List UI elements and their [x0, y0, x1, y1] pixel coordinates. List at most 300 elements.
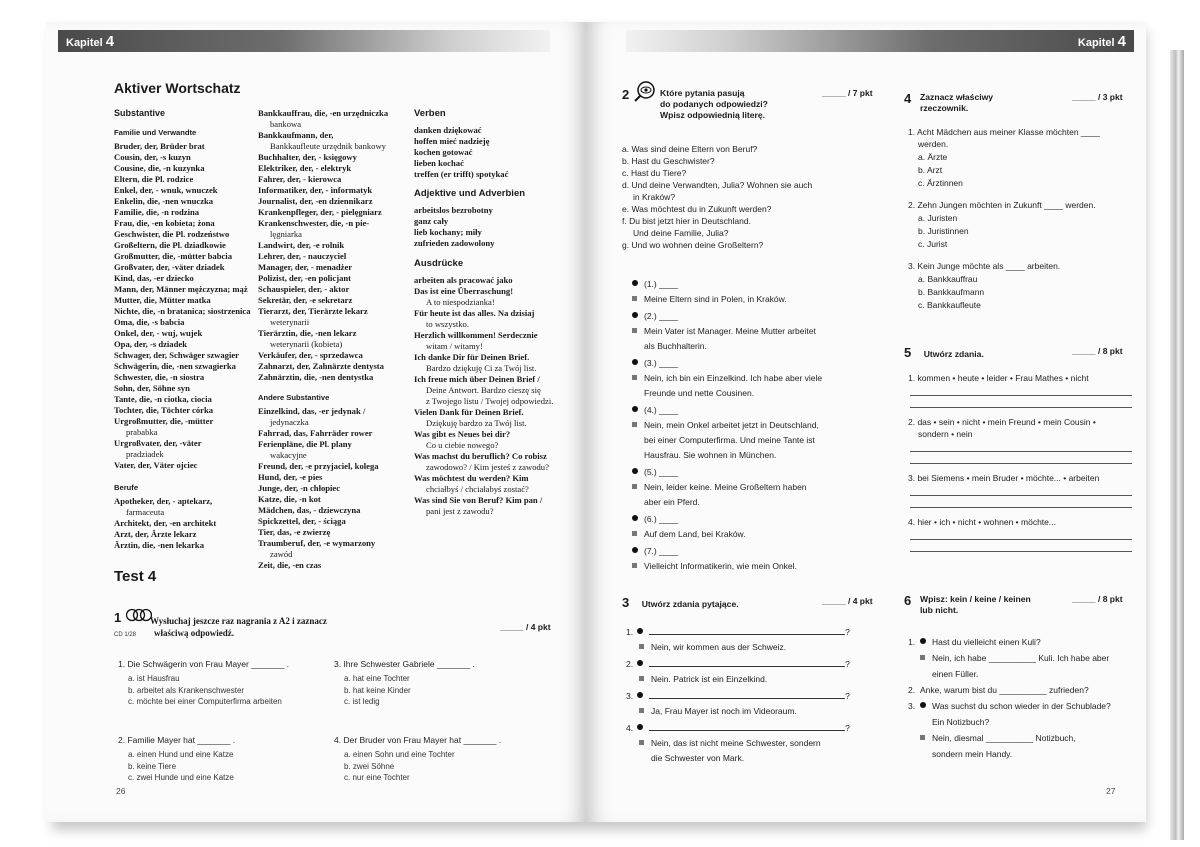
vocab-entry: lieb kochany; miły: [414, 227, 482, 237]
question-mark: ?: [845, 723, 850, 733]
points-field: _____ / 8 pkt: [1072, 594, 1123, 604]
dialog-question[interactable]: [632, 466, 872, 478]
answer-option[interactable]: c. Bankkaufleute: [918, 300, 981, 310]
vocab-entry: arbeitslos bezrobotny: [414, 205, 493, 215]
task-4-item: [908, 199, 1134, 250]
task-6-line: [908, 716, 1134, 728]
answer-text: bei einer Computerfirma. Und meine Tante ist: [644, 435, 815, 445]
dialog-item: [632, 404, 872, 461]
page-number: 26: [116, 786, 126, 796]
task-4-items: [908, 126, 1134, 321]
write-line[interactable]: [910, 452, 1132, 464]
task-5-item: [908, 472, 1132, 508]
question-option: f. Du bist jetzt hier in Deutschland.: [622, 216, 751, 226]
vocab-entry: Zahnärztin, die, -nen dentystka: [258, 372, 374, 382]
speaker-square-icon: [920, 735, 925, 740]
item-number: 1.: [626, 627, 634, 637]
speaker-dot-icon: [632, 547, 638, 553]
write-line[interactable]: [910, 384, 1132, 396]
task-6-line: [908, 668, 1134, 680]
answer-text: Meine Eltern sind in Polen, in Kraków.: [644, 294, 787, 304]
cd-icon: [126, 608, 152, 622]
task-3-item: [626, 722, 866, 764]
vocab-entry: Kind, das, -er dziecko: [114, 273, 194, 283]
vocab-entry: Vielen Dank für Deinen Brief.: [414, 407, 524, 417]
vocab-entry: Großeltern, die Pl. dziadkowie: [114, 240, 226, 250]
vocab-column-2: [258, 108, 414, 571]
write-line[interactable]: [910, 396, 1132, 408]
vocab-entry: zawód: [270, 549, 293, 559]
answer-text: Vielleicht Informatikerin, wie mein Onkel.: [644, 561, 797, 571]
task-number: 3: [622, 595, 630, 610]
vocab-entry: Großvater, der, -väter dziadek: [114, 262, 225, 272]
vocab-entry: pradziadek: [126, 449, 164, 459]
vocab-entry: weterynarii (kobieta): [270, 339, 343, 349]
vocab-entry: Cousine, die, -n kuzynka: [114, 163, 205, 173]
sentence-text: Was suchst du schon wieder in der Schublade?: [932, 701, 1111, 711]
dialog-answer: [632, 496, 872, 508]
answer-text: Nein, das ist nicht meine Schwester, sondern: [651, 738, 821, 748]
dialog-question[interactable]: [632, 545, 872, 557]
section-heading: Ausdrücke: [414, 258, 464, 269]
vocab-entry: Krankenpfleger, der, - pielęgniarz: [258, 207, 382, 217]
question-stem: 2. Familie Mayer hat _______ .: [118, 735, 236, 745]
question-mark: ?: [845, 691, 850, 701]
vocab-entry: Spickzettel, der, - ściąga: [258, 516, 346, 526]
speaker-dot-icon: [632, 359, 638, 365]
vocab-entry: Geschwister, die Pl. rodzeństwo: [114, 229, 230, 239]
write-line[interactable]: [910, 496, 1132, 508]
vocab-entry: Tierärztin, die, -nen lekarz: [258, 328, 357, 338]
vocab-entry: Familie, die, -n rodzina: [114, 207, 200, 217]
vocab-entry: Freund, der, -e przyjaciel, kolega: [258, 461, 379, 471]
answer-line: [626, 737, 866, 749]
vocab-entry: witam / witamy!: [426, 341, 483, 351]
vocab-entry: zawodowo? / Kim jesteś z zawodu?: [426, 462, 549, 472]
vocab-entry: z Twojego listu / Twojej odpowiedzi.: [426, 396, 554, 406]
sentence-text: sondern mein Handy.: [932, 749, 1013, 759]
subsection-heading: Andere Substantive: [258, 393, 330, 402]
item-number: 2.: [908, 685, 916, 695]
dialog-item: [632, 278, 872, 305]
write-line[interactable]: [910, 484, 1132, 496]
answer-text: die Schwester von Mark.: [651, 753, 745, 763]
question-option: c. Hast du Tiere?: [622, 168, 687, 178]
task-instruction: Utwórz zdania.: [923, 349, 984, 359]
task-5: [904, 344, 1130, 362]
answer-text: Nein. Patrick ist ein Einzelkind.: [651, 674, 768, 684]
task-3-item: [626, 690, 866, 717]
vocab-entry: Sohn, der, Söhne syn: [114, 383, 190, 393]
answer-option: a. einen Hund und eine Katze: [128, 750, 234, 759]
vocab-entry: hoffen mieć nadzieję: [414, 136, 490, 146]
vocab-entry: zufrieden zadowolony: [414, 238, 495, 248]
write-line[interactable]: [910, 540, 1132, 552]
vocab-entry: Was möchtest du werden? Kim: [414, 473, 529, 483]
answer-slot: (1.) ____: [644, 279, 679, 289]
test-title: Test 4: [114, 568, 157, 585]
answer-option[interactable]: b. Bankkaufmann: [918, 287, 985, 297]
task-instruction: Wpisz: kein / keine / keinen: [920, 594, 1031, 604]
vocab-entry: Lehrer, der, - nauczyciel: [258, 251, 347, 261]
answer-text: Hausfrau. Sie wohnen in München.: [644, 450, 777, 460]
question-input-line[interactable]: [626, 690, 866, 702]
chapter-label: Kapitel 4: [1077, 32, 1126, 50]
item-number: 1.: [908, 637, 916, 647]
section-heading: Verben: [414, 108, 446, 119]
answer-option[interactable]: a. Ärzte: [918, 152, 948, 162]
vocab-entry: Ferienpläne, die Pl. plany: [258, 439, 352, 449]
vocab-entry: Co u ciebie nowego?: [426, 440, 499, 450]
task-number: 4: [904, 91, 912, 106]
word-prompt: 1. kommen • heute • leider • Frau Mathes • nicht: [908, 373, 1089, 383]
task-instruction: właściwą odpowiedź.: [154, 628, 235, 638]
vocab-entry: Mutter, die, Mütter matka: [114, 295, 211, 305]
question-mark: ?: [845, 659, 850, 669]
speaker-dot-icon: [632, 312, 638, 318]
question-list: [622, 143, 862, 251]
item-stem: 1. Acht Mädchen aus meiner Klasse möchten ____: [908, 127, 1100, 137]
vocab-entry: arbeiten als pracować jako: [414, 275, 513, 285]
task-6-line: [908, 652, 1134, 664]
item-number: 4.: [626, 723, 634, 733]
vocab-entry: Tochter, die, Töchter córka: [114, 405, 214, 415]
vocab-column-1: [114, 108, 254, 551]
vocab-entry: Tierarzt, der, Tierärzte lekarz: [258, 306, 368, 316]
item-number: 3.: [908, 701, 916, 711]
answer-text: Mein Vater ist Manager. Meine Mutter arbeitet: [644, 326, 816, 336]
word-prompt: 4. hier • ich • nicht • wohnen • möchte...: [908, 517, 1056, 527]
points-field: _____ / 4 pkt: [500, 622, 551, 632]
vocab-entry: Schwester, die, -n siostra: [114, 372, 205, 382]
vocab-entry: Polizist, der, -en policjant: [258, 273, 352, 283]
speaker-square-icon: [639, 708, 644, 713]
answer-line: [626, 705, 866, 717]
vocab-entry: Fahrrad, das, Fahrräder rower: [258, 428, 373, 438]
write-line[interactable]: [910, 528, 1132, 540]
answer-line: [626, 673, 866, 685]
dialog-answer: [632, 293, 872, 305]
vocab-entry: lieben kochać: [414, 158, 464, 168]
dialog-answer: [632, 449, 872, 461]
task-instruction: do podanych odpowiedzi?: [660, 99, 768, 109]
answer-option[interactable]: c. Ärztinnen: [918, 178, 963, 188]
vocab-entry: Mann, der, Männer mężczyzna; mąż: [114, 284, 248, 294]
task-5-items: [908, 372, 1132, 560]
answer-text: Nein, mein Onkel arbeitet jetzt in Deutschland,: [644, 420, 819, 430]
vocab-entry: Bardzo dziękuję Ci za Twój list.: [426, 363, 537, 373]
write-line[interactable]: [910, 440, 1132, 452]
vocab-entry: Landwirt, der, -e rolnik: [258, 240, 345, 250]
vocab-entry: Architekt, der, -en architekt: [114, 518, 217, 528]
vocab-entry: Elektriker, der, - elektryk: [258, 163, 352, 173]
page-edge: [1170, 50, 1184, 840]
section-heading: Adjektive und Adverbien: [414, 188, 526, 199]
task-5-item: [908, 372, 1132, 408]
word-prompt: 3. bei Siemens • mein Bruder • möchte... • arbeiten: [908, 473, 1100, 483]
question-option: b. Hast du Geschwister?: [622, 156, 715, 166]
vocab-entry: Was gibt es Neues bei dir?: [414, 429, 511, 439]
task-instruction: Zaznacz właściwy: [920, 92, 994, 102]
vocab-entry: danken dziękować: [414, 125, 482, 135]
speaker-dot-icon: [632, 515, 638, 521]
task-instruction: Wysłuchaj jeszcze raz nagrania z A2 i zaznacz: [150, 616, 327, 626]
answer-slot: (7.) ____: [644, 546, 679, 556]
answer-option: a. hat eine Tochter: [344, 674, 410, 683]
dialog-question[interactable]: [632, 278, 872, 290]
speaker-square-icon: [632, 484, 637, 489]
answer-option: b. arbeitet als Krankenschwester: [128, 685, 245, 695]
answer-text: Nein, ich bin ein Einzelkind. Ich habe aber viele: [644, 373, 823, 383]
question-option: d. Und deine Verwandten, Julia? Wohnen sie auch: [622, 180, 813, 190]
sentence-text: Nein, diesmal __________ Notizbuch,: [932, 733, 1076, 743]
vocab-entry: Vater, der, Väter ojciec: [114, 460, 198, 470]
question-input-line[interactable]: [626, 626, 866, 638]
vocab-entry: Enkelin, die, -nen wnuczka: [114, 196, 214, 206]
dialog-question[interactable]: [632, 513, 872, 525]
vocab-entry: Urgroßmutter, die, -mütter: [114, 416, 214, 426]
vocab-entry: Katze, die, -n kot: [258, 494, 321, 504]
vocab-entry: Ärztin, die, -nen lekarka: [114, 540, 204, 550]
dialog-question[interactable]: [632, 310, 872, 322]
vocab-entry: Opa, der, -s dziadek: [114, 339, 187, 349]
vocab-entry: kochen gotować: [414, 147, 473, 157]
task-instruction: Które pytania pasują: [660, 88, 745, 98]
right-page: [586, 22, 1146, 822]
task-6-line: [908, 700, 1134, 712]
task-6-items: [908, 636, 1134, 764]
task-3-items: [626, 626, 866, 769]
answer-text: aber ein Pferd.: [644, 497, 700, 507]
task-5-item: [908, 416, 1132, 464]
sentence-text: Anke, warum bist du __________ zufrieden?: [920, 685, 1089, 695]
dialog-answer: [632, 340, 872, 352]
vocab-list: [414, 125, 574, 180]
speaker-square-icon: [632, 531, 637, 536]
vocab-entry: Was sind Sie von Beruf? Kim pan /: [414, 495, 543, 505]
task-4-item: [908, 260, 1134, 311]
speaker-dot-icon: [637, 724, 643, 730]
vocab-entry: Cousin, der, -s kuzyn: [114, 152, 191, 162]
answer-slot: (6.) ____: [644, 514, 679, 524]
task-instruction: Wpisz odpowiednią literę.: [660, 110, 766, 120]
answer-slot: (5.) ____: [644, 467, 679, 477]
question-input-line[interactable]: [626, 658, 866, 670]
word-prompt: 2. das • sein • nicht • mein Freund • mein Cousin •: [908, 417, 1096, 427]
item-number: 2.: [626, 659, 634, 669]
vocab-entry: Mädchen, das, - dziewczyna: [258, 505, 361, 515]
dialog-question[interactable]: [632, 404, 872, 416]
answer-line: [626, 752, 866, 764]
vocab-entry: Hund, der, -e pies: [258, 472, 323, 482]
task-6-line: [908, 636, 1134, 648]
speaker-dot-icon: [632, 468, 638, 474]
answer-text: Freunde und nette Cousinen.: [644, 388, 755, 398]
vocab-entry: Was machst du beruflich? Co robisz: [414, 451, 547, 461]
vocab-column-3: [414, 108, 574, 517]
task-2: [622, 86, 892, 120]
answer-option[interactable]: b. Arzt: [918, 165, 943, 175]
vocab-entry: Junge, der, -n chłopiec: [258, 483, 341, 493]
vocab-entry: Großmutter, die, -mütter babcia: [114, 251, 232, 261]
vocab-entry: Für heute ist das alles. Na dzisiaj: [414, 308, 535, 318]
vocab-entry: Zahnarzt, der, Zahnärzte dentysta: [258, 361, 384, 371]
chapter-header-left: [58, 30, 550, 52]
vocab-entry: Urgroßvater, der, -väter: [114, 438, 202, 448]
vocab-entry: Das ist eine Überraschung!: [414, 286, 514, 296]
answer-option: b. hat keine Kinder: [344, 685, 411, 695]
vocab-list: [258, 108, 414, 383]
vocab-entry: Tier, das, -e zwierzę: [258, 527, 331, 537]
page-number: 27: [1106, 786, 1116, 796]
question-2: [118, 734, 318, 784]
vocab-entry: to wszystko.: [426, 319, 469, 329]
vocab-list: [258, 406, 414, 571]
vocab-entry: wakacyjne: [270, 450, 307, 460]
speaker-square-icon: [920, 655, 925, 660]
vocab-entry: Deine Antwort. Bardzo cieszę się: [426, 385, 541, 395]
dialog-answer: [632, 434, 872, 446]
question-3: [334, 658, 554, 708]
vocab-entry: Tante, die, -n ciotka, ciocia: [114, 394, 212, 404]
question-mark: ?: [845, 627, 850, 637]
task-5-item: [908, 516, 1132, 552]
answer-option[interactable]: a. Bankkauffrau: [918, 274, 978, 284]
points-field: _____ / 4 pkt: [822, 596, 873, 606]
vocab-list: [414, 275, 574, 517]
answer-option: c. ist ledig: [344, 697, 380, 706]
write-line[interactable]: [649, 634, 845, 635]
speaker-dot-icon: [632, 406, 638, 412]
speaker-square-icon: [639, 676, 644, 681]
vocab-list: [114, 141, 254, 471]
vocab-entry: Traumberuf, der, -e wymarzony: [258, 538, 376, 548]
vocab-entry: Fahrer, der, - kierowca: [258, 174, 342, 184]
dialog-answer: [632, 528, 872, 540]
speaker-square-icon: [639, 740, 644, 745]
write-line[interactable]: [649, 698, 845, 699]
vocab-entry: pani jest z zawodu?: [426, 506, 494, 516]
speaker-square-icon: [632, 328, 637, 333]
answer-slot: (3.) ____: [644, 358, 679, 368]
vocab-entry: treffen (er trifft) spotykać: [414, 169, 509, 179]
answer-text: als Buchhalterin.: [644, 341, 707, 351]
dialog-answer: [632, 372, 872, 384]
task-6-line: [908, 748, 1134, 760]
vocab-list: [414, 205, 574, 249]
speaker-dot-icon: [632, 280, 638, 286]
answer-option[interactable]: b. Juristinnen: [918, 226, 969, 236]
dialog-item: [632, 545, 872, 572]
vocab-entry: farmaceuta: [126, 507, 165, 517]
item-stem: 2. Zehn Jungen möchten in Zukunft ____ werden.: [908, 200, 1096, 210]
question-stem: 1. Die Schwägerin von Frau Mayer _______ .: [118, 659, 290, 669]
vocab-entry: Bankkauffrau, die, -en urzędniczka: [258, 108, 389, 118]
left-page: [46, 22, 587, 822]
vocab-entry: Schwägerin, die, -nen szwagierka: [114, 361, 236, 371]
question-stem: 3. Ihre Schwester Gabriele _______ .: [334, 659, 475, 669]
dialog-answer: [632, 560, 872, 572]
chapter-header-right: [626, 30, 1134, 52]
task-4: [904, 90, 1130, 113]
dialog-item: [632, 357, 872, 399]
answer-option: c. möchte bei einer Computerfirma arbeiten: [128, 697, 282, 706]
vocab-entry: Bankkaufleute urzędnik bankowy: [270, 141, 386, 151]
vocab-entry: A to niespodzianka!: [426, 297, 495, 307]
question-4: [334, 734, 554, 784]
vocab-entry: Schauspieler, der, - aktor: [258, 284, 350, 294]
task-3: [622, 594, 882, 612]
question-input-line[interactable]: [626, 722, 866, 734]
answer-text: Nein, wir kommen aus der Schweiz.: [651, 642, 787, 652]
vocab-entry: Schwager, der, Schwäger szwagier: [114, 350, 239, 360]
vocab-entry: Onkel, der, - wuj, wujek: [114, 328, 203, 338]
dialog-answer: [632, 325, 872, 337]
task-3-item: [626, 658, 866, 685]
vocab-entry: Bankkaufmann, der,: [258, 130, 334, 140]
dialog-answer: [632, 419, 872, 431]
answer-option: a. einen Sohn und eine Tochter: [344, 750, 455, 759]
task-number: 1: [114, 610, 122, 625]
vocab-entry: Zeit, die, -en czas: [258, 560, 322, 570]
vocab-entry: Eltern, die Pl. rodzice: [114, 174, 194, 184]
question-option: Und deine Familie, Julia?: [633, 228, 729, 238]
item-stem: werden.: [918, 139, 949, 149]
vocab-entry: Informatiker, der, - informatyk: [258, 185, 373, 195]
vocab-entry: jedynaczka: [270, 417, 309, 427]
speaker-square-icon: [632, 296, 637, 301]
question-option: g. Und wo wohnen deine Großeltern?: [622, 240, 764, 250]
write-line[interactable]: [649, 666, 845, 667]
vocab-entry: Oma, die, -s babcia: [114, 317, 185, 327]
question-option: a. Was sind deine Eltern von Beruf?: [622, 144, 758, 154]
dialog-answer: [632, 387, 872, 399]
points-field: _____ / 8 pkt: [1072, 346, 1123, 356]
vocab-list: [114, 496, 254, 551]
task-instruction: rzeczownik.: [920, 103, 969, 113]
dialog-list: [632, 278, 872, 577]
vocab-entry: Einzelkind, das, -er jedynak /: [258, 406, 366, 416]
speaker-dot-icon: [637, 692, 643, 698]
question-stem: 4. Der Bruder von Frau Mayer hat _______ .: [334, 735, 502, 745]
task-3-item: [626, 626, 866, 653]
dialog-question[interactable]: [632, 357, 872, 369]
sentence-text: Ein Notizbuch?: [932, 717, 990, 727]
answer-line: [626, 641, 866, 653]
speaker-dot-icon: [637, 628, 643, 634]
points-field: _____ / 7 pkt: [822, 88, 873, 98]
task-4-item: [908, 126, 1134, 189]
speaker-dot-icon: [920, 702, 926, 708]
vocab-entry: Ich danke Dir für Deinen Brief.: [414, 352, 530, 362]
task-instruction: lub nicht.: [920, 605, 959, 615]
vocab-entry: Nichte, die, -n bratanica; siostrzenica: [114, 306, 251, 316]
vocab-entry: Sekretär, der, -e sekretarz: [258, 295, 353, 305]
answer-option[interactable]: a. Juristen: [918, 213, 958, 223]
answer-option: b. zwei Söhne: [344, 761, 395, 771]
subsection-heading: Familie und Verwandte: [114, 128, 197, 137]
vocab-entry: Krankenschwester, die, -n pie-: [258, 218, 370, 228]
subsection-heading: Berufe: [114, 483, 139, 492]
write-line[interactable]: [649, 730, 845, 731]
vocab-entry: lęgniarka: [270, 229, 302, 239]
speaker-square-icon: [632, 375, 637, 380]
speaker-square-icon: [632, 563, 637, 568]
sentence-text: einen Füller.: [932, 669, 979, 679]
vocab-entry: bankowa: [270, 119, 302, 129]
answer-option[interactable]: c. Jurist: [918, 239, 948, 249]
task-number: 6: [904, 593, 912, 608]
